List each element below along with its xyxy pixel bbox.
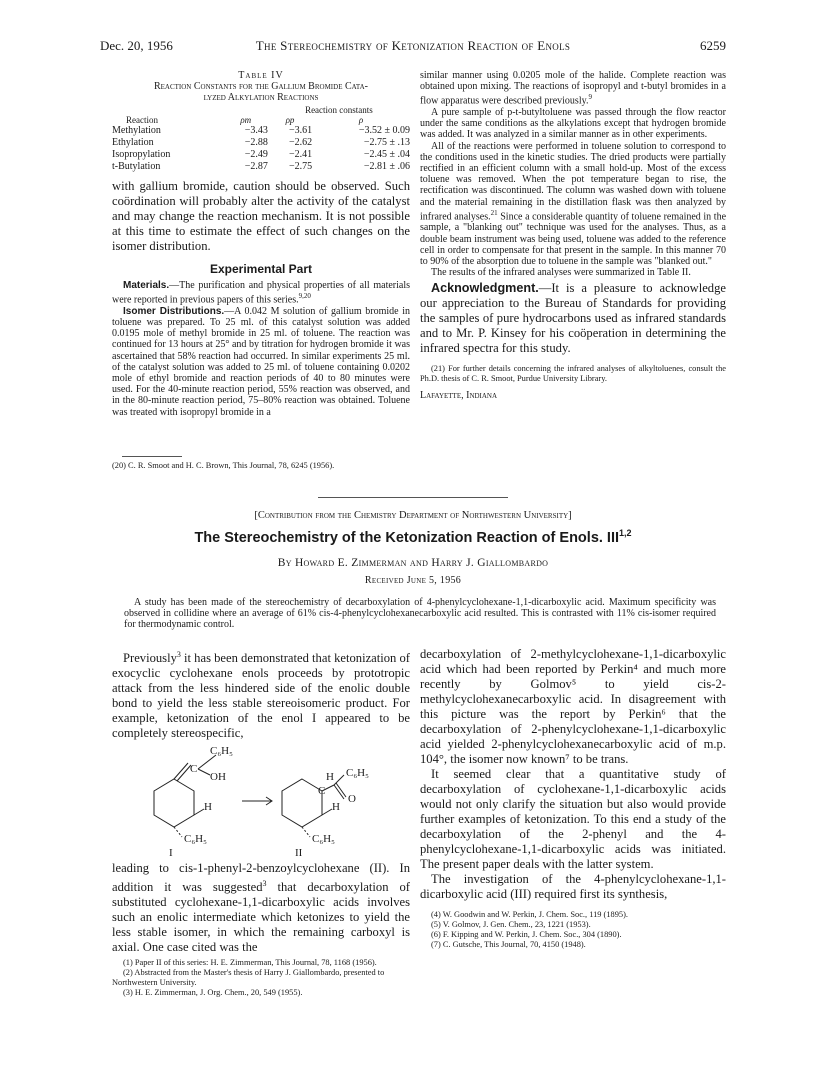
header-running-title: The Stereochemistry of Ketonization Reaction of Enols [255,38,571,53]
table-cell: Ethylation [112,137,154,148]
table-cell: Isopropylation [112,149,171,160]
body-paragraph: The results of the infrared analyses were summarized in Table II. [431,267,691,279]
abstract: A study has been made of the stereochemistry of decarboxylation of 4-phenylcyclohexane-1,1-dicarboxylic acid. Maximum specificity was observed in collidine where an average of 61% cis-4-phenylcyclohexanecarboxylic acid resulted. This is contrasted with 11% cis-isomer required for thermodynamic control. [124,597,716,630]
footnote-20: (20) C. R. Smoot and H. C. Brown, This Journal, 78, 6245 (1956). [112,461,335,470]
paragraph-text: leading to cis-1-phenyl-2-benzoylcyclohexane (II). In addition it was suggested [112,861,410,895]
table-row [112,125,410,137]
paragraph-text: Since a considerable quantity of toluene remained in the sample, a "blanking out" technique was used for the analyses. Thus, as a double beam instrument was being used, toluene was added to the reference cell in order to compensate for that present in the sample. In this manner 70 to 90% of the absorption due to toluene in the sample was "blanked out." [420,211,727,267]
label-compound-ii: II [295,847,303,860]
table-cell: −2.62 [288,137,313,148]
section-heading: Experimental Part [209,262,313,276]
label-c: C [318,785,326,798]
contribution-line: [Contribution from the Chemistry Department of Northwestern University] [254,510,572,521]
left-column-bottom [112,647,410,998]
footnote-ref: 9,20 [298,292,311,301]
table-title-line1: Reaction Constants for the Gallium Bromide Cata- [153,81,369,92]
table-group-header: Reaction constants [305,105,373,115]
label-c6h5: C₆H₅ [184,833,207,846]
running-header [100,38,726,58]
table-cell: −2.41 [288,149,313,160]
label-h: H [332,801,340,814]
byline: By Howard E. Zimmerman and Harry J. Giallombardo [277,557,549,569]
table-number: Table IV [238,70,284,81]
paragraph-text: Previously [123,651,177,666]
table-row [112,137,410,149]
reaction-constants-table [112,105,410,173]
table-cell: −2.81 ± .06 [363,161,410,172]
table-col-header: ρ [358,115,364,125]
body-paragraph [420,141,726,268]
table-cell: −2.75 ± .13 [363,137,410,148]
table-col-header: ρm [240,115,252,125]
footnote: (2) Abstracted from the Master's thesis of Harry J. Giallombardo, presented to Northwestern University. [112,968,385,988]
label-h: H [204,801,212,814]
table-col-header: ρp [285,115,295,125]
footnote-rule [122,456,182,457]
title-footnote-ref: 1,2 [619,528,632,538]
label-h: H [326,771,334,784]
right-column-bottom [420,647,726,950]
footnote: (6) F. Kipping and W. Perkin, J. Chem. Soc., 304 (1890). [431,930,622,939]
paragraph-text: —A 0.042 M solution of gallium bromide in toluene was prepared. To 25 ml. of this catalyst solution was added 0.0195 mole of methyl bromide in 25 ml. of toluene. The reaction was continued for 13 hours at 25° and by titration for hydrogen bromide it was ascertained that 58% reaction had occurred. In similar experiments 25 ml. of the catalyst solution was added to 25 ml. of toluene containing 0.0202 mole of ethyl bromide and reaction periods of 40 to 80 minutes were used. For the 40-minute reaction period, 55% reaction was observed, and in the 80-minute reaction period, 75–80% reaction was obtained. Toluene was treated with isopropyl bromide in a [112,305,410,418]
body-paragraph [420,70,726,107]
label-oh: OH [210,771,226,784]
label-c6h5: C₆H₅ [346,767,369,780]
reaction-scheme [112,741,410,861]
right-column-top [420,70,726,402]
body-paragraph [112,861,410,955]
reaction-scheme-drawing [112,741,410,861]
footnote: (7) C. Gutsche, This Journal, 70, 4150 (1948). [431,940,586,949]
table-cell: −2.75 [288,161,313,172]
footnote: (3) H. E. Zimmerman, J. Org. Chem., 20, 549 (1955). [123,988,303,998]
table-cell: −2.87 [244,161,268,172]
footnotes-right [420,910,726,950]
table-row [112,149,410,161]
table-row [112,161,410,173]
table-cell: −2.49 [244,149,268,160]
body-paragraph [112,647,410,741]
paragraph-text: All of the reactions were performed in toluene solution to correspond to the conditions used in the kinetic studies. The dried products were partially rectified in an efficient column with a small hold-up. Most of the excess toluene was removed. When the pot temperature began to rise, the rectification was discontinued. The column was washed down with toluene and the material remaining in the distillation flask was then analyzed by infrared analyses. [420,140,726,223]
materials-paragraph [112,280,410,306]
footnote-ref: 3 [176,650,181,659]
table-title-line2: lyzed Alkylation Reactions [203,92,319,103]
footnote-21: (21) For further details concerning the infrared analyses of alkyltoluenes, consult the Ph.D. thesis of C. R. Smoot, Purdue University Library. [420,364,726,384]
body-paragraph: The investigation of the 4-phenylcyclohexane-1,1-dicarboxylic acid (III) required first its synthesis, [420,872,726,901]
table-cell: −3.61 [288,125,313,136]
footnote-ref: 3 [262,879,267,889]
paragraph-text: it has been demonstrated that ketonization of exocyclic cyclohexane enols proceeds by prototropic attack from the less hindered side of the enolic double bond to yield the less stable stereoisomeric product. For example, ketonization of the enol I appeared to be completely stereospecific, [112,651,410,741]
header-page-number: 6259 [700,38,726,53]
footnote-ref: 9 [588,93,592,102]
received-date: Received June 5, 1956 [364,575,462,586]
body-paragraph: decarboxylation of 2-methylcyclohexane-1,1-dicarboxylic acid which had been reported by Perkin⁴ and much more recently by Golmov⁵ to yield cis-2-methylcyclohexanecarboxylic acid. In disagreement with this picture was the report by Perkin⁶ that the decarboxylation of 2-phenylcyclohexane-1,1-dicarboxylic acid yielded 2-phenylcyclohexanecarboxylic acid of m.p. 104°, the isomer now known⁷ to be trans. [420,647,726,766]
article-title [100,528,726,546]
table-cell: t-Butylation [112,161,161,172]
footnotes-left [112,958,410,998]
body-paragraph: with gallium bromide, caution should be observed. Such coördination will probably alter the activity of the catalyst and may change the reaction mechanism. It is not possible at this time to estimate the effect of such changes on the isomer distribution. [112,179,410,253]
body-paragraph: A pure sample of p-t-butyltoluene was passed through the flow reactor under the same conditions as the alkylations except that hydrogen bromide was added. It was analyzed in a similar manner as in other experiments. [420,106,726,141]
header-date: Dec. 20, 1956 [100,38,173,53]
paragraph-text: similar manner using 0.0205 mole of the halide. Complete reaction was obtained upon mixing. The reactions of isopropyl and t-butyl bromides in a flow apparatus were described previously. [420,70,726,107]
affiliation-place: Lafayette, Indiana [420,390,498,402]
left-column-top [112,70,410,418]
table-cell: −3.43 [244,125,268,136]
label-compound-i: I [169,847,173,860]
title-text: The Stereochemistry of the Ketonization Reaction of Enols. III [194,529,620,546]
table-caption [112,70,410,103]
run-in-heading: Acknowledgment. [431,281,539,296]
table-cell: −2.45 ± .04 [363,149,410,160]
footnote-ref: 21 [490,208,498,217]
paragraph-text: —It is a pleasure to acknowledge our appreciation to the Bureau of Standards for providing the samples of pure hydrocarbons used as infrared standards and to Mr. P. Kinsey for his coöperation in determining the infrared spectra for this study. [420,281,726,356]
label-c6h5: C₆H₅ [312,833,335,846]
acknowledgment [420,281,726,356]
label-c6h5: C₆H₅ [210,745,233,758]
body-paragraph: It seemed clear that a quantitative study of decarboxylation of cyclohexane-1,1-dicarboxylic acids would not only clarify the situation but also would provide further examples of ketonization. To this end a study of the decarboxylation of the 2-phenyl and the 4-phenylcyclohexane-1,1-dicarboxylic acids was initiated. The present paper deals with the latter system. [420,767,726,871]
isomer-paragraph [112,306,410,418]
paragraph-text: —The purification and physical properties of all materials were reported in previous papers of this series. [112,280,410,306]
structure-i-ring [154,755,216,837]
table-cell: Methylation [112,125,161,136]
article-separator [318,497,508,498]
footnote: (4) W. Goodwin and W. Perkin, J. Chem. Soc., 119 (1895). [431,910,628,919]
label-c: C [190,763,198,776]
table-cell: −2.88 [244,137,268,148]
footnote: (1) Paper II of this series: H. E. Zimmerman, This Journal, 78, 1168 (1956). [123,958,377,968]
reaction-arrow [242,797,272,805]
table-col-header: Reaction [126,115,158,125]
label-o: O [348,793,356,806]
run-in-heading: Isomer Distributions. [123,305,225,317]
run-in-heading: Materials. [123,280,170,291]
footnote: (5) V. Golmov, J. Gen. Chem., 23, 1221 (1953). [431,920,591,929]
table-cell: −3.52 ± 0.09 [358,125,410,136]
paragraph-text: that decarboxylation of substituted cyclohexane-1,1-dicarboxylic acids involves such an enolic intermediate which ketonizes to yield the less stable isomer, in which the remaining carboxyl is axial. One case cited was the [112,880,410,955]
